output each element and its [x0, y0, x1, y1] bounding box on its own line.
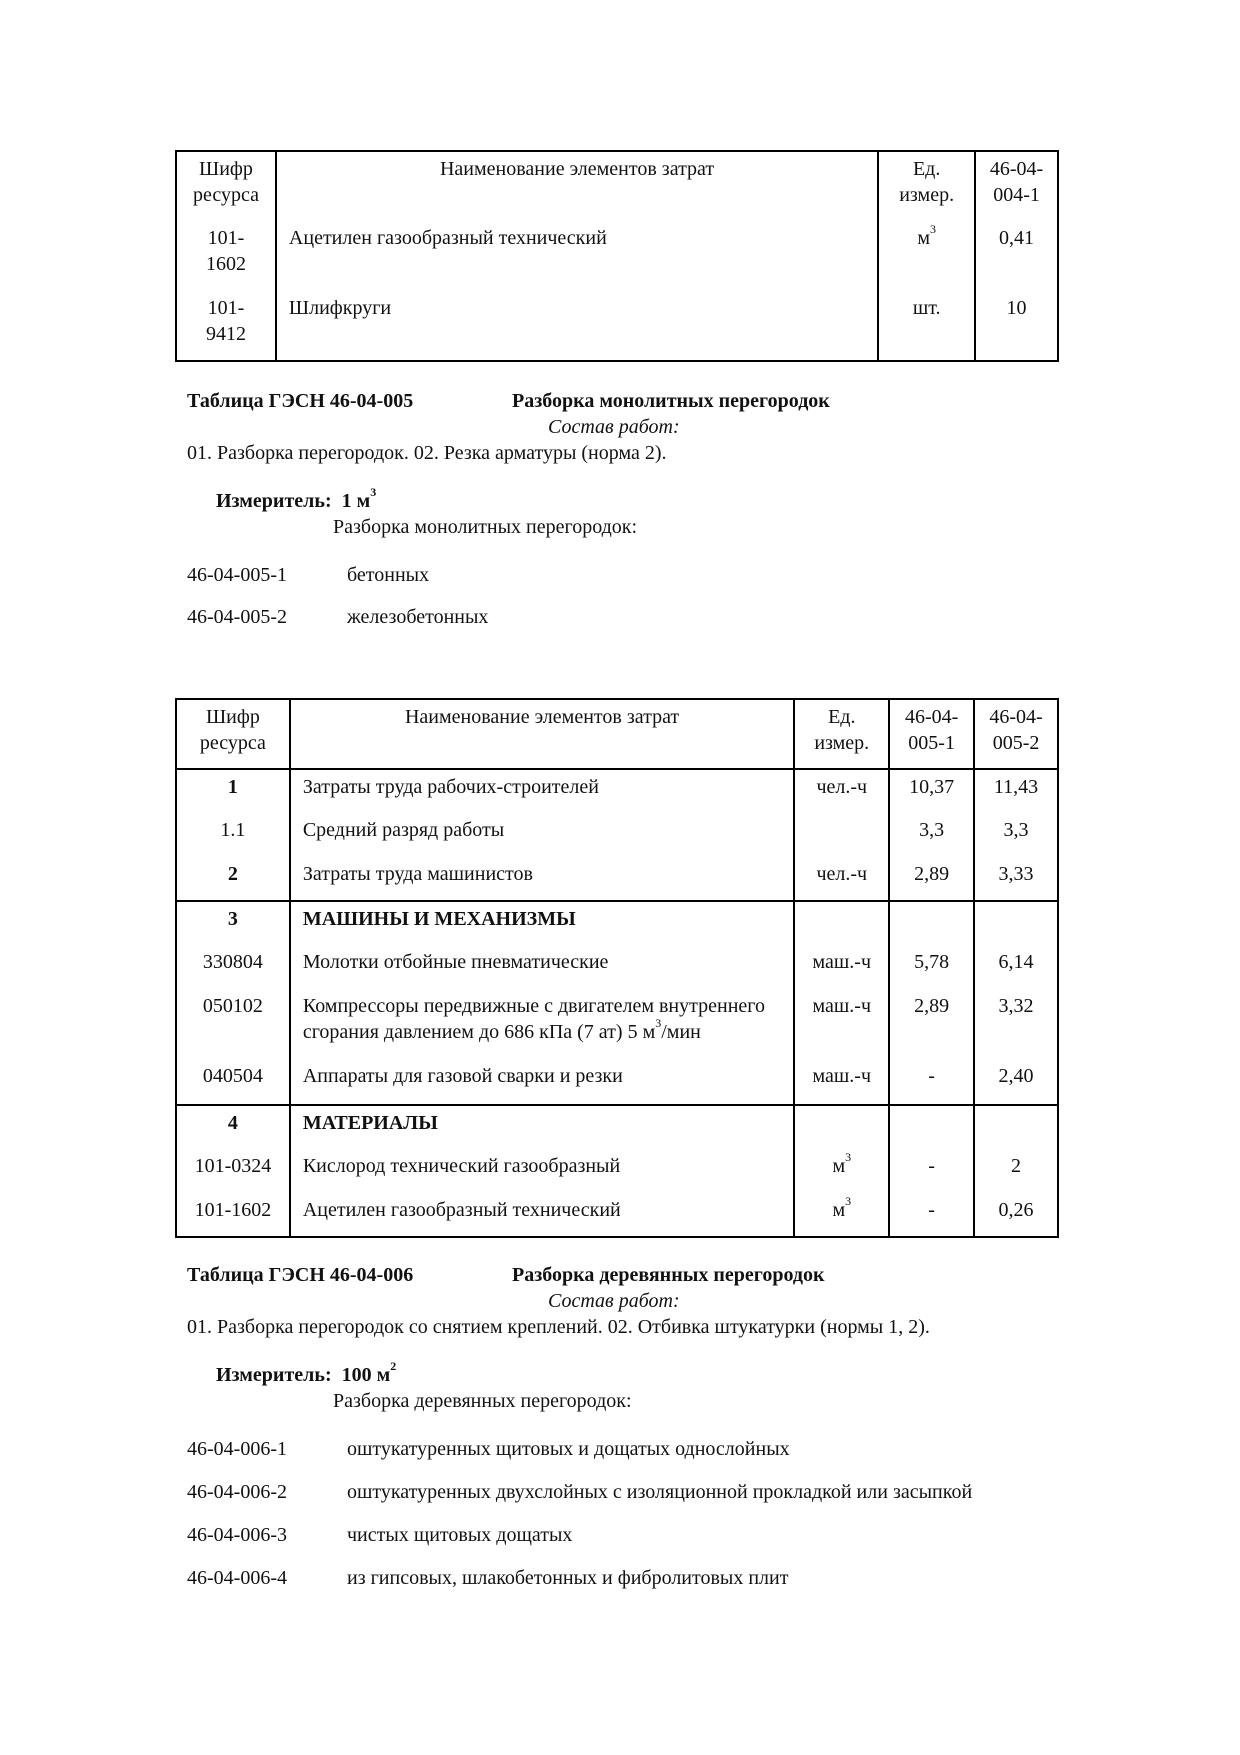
cell-name: Компрессоры передвижные с двигателем внутреннего сгорания давлением до 686 кПа (7 ат) 5 $м^3$/мин — [290, 989, 794, 1059]
cell-name: Ацетилен газообразный технический — [276, 221, 878, 291]
norm-code: 46-04-006-3 — [187, 1524, 287, 1546]
table-header-row — [176, 699, 1058, 769]
composition-text-006: 01. Разборка перегородок со снятием креплений. 02. Отбивка штукатурки (нормы 1, 2). — [187, 1316, 930, 1338]
cell-unit — [794, 813, 889, 857]
cell-unit: $м^3$ — [794, 1193, 889, 1237]
cell-name: Кислород технический газообразный — [290, 1149, 794, 1193]
composition-text-005: 01. Разборка перегородок. 02. Резка арматуры (норма 2). — [187, 442, 667, 464]
cell-value: 5,78 — [889, 945, 974, 989]
norm-name: чистых щитовых дощатых — [347, 1524, 573, 1546]
norm-code: 46-04-006-4 — [187, 1567, 287, 1589]
norm-code: 46-04-006-1 — [187, 1438, 287, 1460]
cell-code: 1.1 — [220, 819, 246, 841]
norm-code: 46-04-005-2 — [187, 606, 287, 628]
cell-value — [889, 1105, 974, 1149]
cell-value: - — [889, 1193, 974, 1237]
measure-006: Измеритель: 100 $м^2$ — [216, 1359, 397, 1386]
cell-unit — [794, 1105, 889, 1149]
cell-name: Молотки отбойные пневматические — [290, 945, 794, 989]
table-row — [176, 1193, 1058, 1237]
section-title-005: Разборка монолитных перегородок — [512, 390, 830, 412]
table-row — [176, 221, 1058, 291]
header-norm-1: 46-04- 004-1 — [975, 151, 1058, 221]
cell-name: МАШИНЫ И МЕХАНИЗМЫ — [290, 901, 794, 945]
measure-005: Измеритель: 1 $м^3$ — [216, 485, 377, 512]
cell-unit: чел.-ч — [794, 769, 889, 813]
cell-value: 3,33 — [974, 857, 1058, 901]
subtitle-006: Разборка деревянных перегородок: — [333, 1390, 632, 1412]
cell-value: 2,89 — [889, 989, 974, 1059]
cell-unit: маш.-ч — [794, 1059, 889, 1105]
cell-name: Затраты труда рабочих-строителей — [290, 769, 794, 813]
cell-value: 3,32 — [974, 989, 1058, 1059]
cell-code: 101- 9412 — [205, 297, 246, 345]
resource-table-004 — [175, 150, 1059, 362]
cell-value: 3,3 — [889, 813, 974, 857]
cell-code: 330804 — [202, 951, 263, 973]
cell-value — [974, 1105, 1058, 1149]
cell-code: 101-1602 — [194, 1199, 272, 1221]
cell-code: 1 — [176, 769, 290, 813]
table-row — [176, 769, 1058, 813]
cell-name: Ацетилен газообразный технический — [290, 1193, 794, 1237]
table-row — [176, 901, 1058, 945]
cell-code: 050102 — [202, 995, 263, 1017]
cell-value — [974, 901, 1058, 945]
table-row — [176, 813, 1058, 857]
norm-code: 46-04-006-2 — [187, 1481, 287, 1503]
norm-name: оштукатуренных двухслойных с изоляционной прокладкой или засыпкой — [347, 1481, 973, 1503]
composition-label-005: Состав работ: — [548, 416, 680, 438]
cell-value: 2,89 — [889, 857, 974, 901]
cell-unit: маш.-ч — [794, 945, 889, 989]
cell-value: 10 — [975, 291, 1058, 361]
norm-name: оштукатуренных щитовых и дощатых однослойных — [347, 1438, 790, 1460]
cell-code: 101- 1602 — [205, 227, 246, 275]
norm-name: железобетонных — [347, 606, 489, 628]
table-row — [176, 857, 1058, 901]
table-row — [176, 291, 1058, 361]
header-norm-1: 46-04- 005-1 — [889, 699, 974, 769]
cell-value: 0,41 — [975, 221, 1058, 291]
header-name: Наименование элементов затрат — [276, 151, 878, 221]
cell-value: 2,40 — [974, 1059, 1058, 1105]
cell-value: 0,26 — [974, 1193, 1058, 1237]
cell-name: Шлифкруги — [276, 291, 878, 361]
section-title-006: Разборка деревянных перегородок — [512, 1264, 825, 1286]
cell-value: 3,3 — [974, 813, 1058, 857]
cell-code: 4 — [176, 1105, 290, 1149]
cell-code: 2 — [227, 863, 238, 885]
table-row — [176, 1059, 1058, 1105]
cell-unit: $м^3$ — [878, 221, 975, 291]
cell-unit: $м^3$ — [794, 1149, 889, 1193]
cell-value — [889, 901, 974, 945]
table-label-005: Таблица ГЭСН 46-04-005 — [187, 390, 414, 412]
header-name: Наименование элементов затрат — [290, 699, 794, 769]
composition-label-006: Состав работ: — [548, 1290, 680, 1312]
cell-code: 3 — [176, 901, 290, 945]
cell-code: 040504 — [202, 1065, 263, 1087]
cell-name: Затраты труда машинистов — [290, 857, 794, 901]
cell-value: - — [889, 1149, 974, 1193]
cell-value: 10,37 — [889, 769, 974, 813]
subtitle-005: Разборка монолитных перегородок: — [333, 516, 638, 538]
resource-table-005 — [175, 698, 1059, 1238]
table-row — [176, 1149, 1058, 1193]
cell-code: 101-0324 — [194, 1155, 272, 1177]
header-code: Шифр ресурса — [199, 706, 266, 754]
cell-unit — [794, 901, 889, 945]
table-row — [176, 1105, 1058, 1149]
table-label-006: Таблица ГЭСН 46-04-006 — [187, 1264, 414, 1286]
cell-value: 6,14 — [974, 945, 1058, 989]
norm-name: из гипсовых, шлакобетонных и фибролитовых плит — [347, 1567, 789, 1589]
cell-value: - — [889, 1059, 974, 1105]
table-header-row — [176, 151, 1058, 221]
header-unit: Ед. измер. — [794, 699, 889, 769]
header-norm-2: 46-04- 005-2 — [974, 699, 1058, 769]
cell-value: 2 — [974, 1149, 1058, 1193]
norm-name: бетонных — [347, 564, 430, 586]
cell-name: Аппараты для газовой сварки и резки — [290, 1059, 794, 1105]
cell-unit: шт. — [878, 291, 975, 361]
header-code: Шифр ресурса — [192, 158, 259, 206]
header-unit: Ед. измер. — [878, 151, 975, 221]
norm-code: 46-04-005-1 — [187, 564, 287, 586]
cell-name: Средний разряд работы — [290, 813, 794, 857]
cell-unit: маш.-ч — [794, 989, 889, 1059]
cell-value: 11,43 — [974, 769, 1058, 813]
cell-name: МАТЕРИАЛЫ — [290, 1105, 794, 1149]
cell-unit: чел.-ч — [794, 857, 889, 901]
table-row — [176, 945, 1058, 989]
table-row — [176, 989, 1058, 1059]
